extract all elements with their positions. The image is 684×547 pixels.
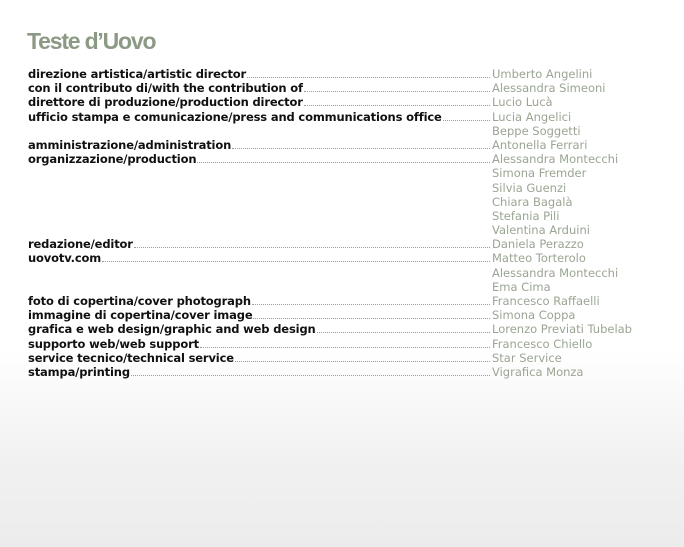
credit-role-label: grafica e web design/graphic and web design bbox=[28, 322, 316, 337]
credit-name: Beppe Soggetti bbox=[492, 123, 581, 138]
dotted-leader bbox=[232, 139, 490, 149]
credit-role-label: organizzazione/production bbox=[28, 152, 197, 167]
credit-role bbox=[28, 337, 490, 351]
credit-role-label: foto di copertina/cover photograph bbox=[28, 294, 251, 308]
credit-role-label: amministrazione/administration bbox=[28, 137, 232, 152]
credit-role-label: service tecnico/technical service bbox=[28, 350, 234, 365]
dotted-leader bbox=[443, 111, 490, 121]
credit-name: Matteo Torterolo bbox=[492, 251, 586, 266]
credit-name: Silvia Guenzi bbox=[492, 180, 567, 195]
credit-role-label: immagine di copertina/cover image bbox=[28, 308, 253, 323]
credits-list bbox=[28, 67, 668, 379]
credit-name: Umberto Angelini bbox=[492, 67, 593, 81]
credit-name: Star Service bbox=[492, 350, 562, 365]
dotted-leader bbox=[197, 153, 490, 163]
credit-name: Francesco Chiello bbox=[492, 336, 593, 351]
credit-row bbox=[28, 138, 668, 152]
credit-role-label: ufficio stampa e comunicazione/press and communications office bbox=[28, 109, 442, 124]
credit-row bbox=[28, 237, 668, 251]
dotted-leader bbox=[235, 352, 490, 362]
dotted-leader bbox=[317, 323, 490, 333]
credit-row bbox=[28, 166, 668, 180]
credit-role bbox=[28, 237, 490, 251]
credit-name: Vigrafica Monza bbox=[492, 364, 584, 379]
credit-name: Daniela Perazzo bbox=[492, 237, 584, 252]
credit-row bbox=[28, 95, 668, 109]
credit-name: Simona Fremder bbox=[492, 166, 587, 181]
credit-role bbox=[28, 95, 490, 109]
credit-row bbox=[28, 209, 668, 223]
credit-role bbox=[28, 152, 490, 166]
credit-role bbox=[28, 365, 490, 379]
credit-name: Lucio Lucà bbox=[492, 95, 553, 110]
credit-role-label: direttore di produzione/production director bbox=[28, 95, 303, 110]
credit-row bbox=[28, 124, 668, 138]
credit-name: Ema Cima bbox=[492, 279, 551, 294]
credit-name: Lucia Angelici bbox=[492, 109, 572, 124]
credit-name: Alessandra Simeoni bbox=[492, 81, 606, 96]
credit-name: Simona Coppa bbox=[492, 308, 576, 323]
credit-role bbox=[28, 138, 490, 152]
credit-row bbox=[28, 280, 668, 294]
credit-name: Antonella Ferrari bbox=[492, 137, 588, 152]
credit-role-label: uovotv.com bbox=[28, 251, 102, 266]
dotted-leader bbox=[253, 309, 490, 319]
credit-role bbox=[28, 251, 490, 265]
credit-role bbox=[28, 110, 490, 124]
credit-role-label: con il contributo di/with the contribution of bbox=[28, 81, 303, 96]
credit-role-label: stampa/printing bbox=[28, 364, 130, 379]
credit-row bbox=[28, 152, 668, 166]
dotted-leader bbox=[304, 96, 490, 106]
credit-row bbox=[28, 294, 668, 308]
dotted-leader bbox=[247, 68, 490, 78]
credit-row bbox=[28, 351, 668, 365]
credit-name: Stefania Pili bbox=[492, 208, 560, 223]
credit-role-label: direzione artistica/artistic director bbox=[28, 67, 247, 81]
credit-role bbox=[28, 67, 490, 81]
credit-name: Valentina Arduini bbox=[492, 223, 590, 238]
credit-row bbox=[28, 67, 668, 81]
credit-role bbox=[28, 322, 490, 336]
credit-row bbox=[28, 266, 668, 280]
credit-row bbox=[28, 223, 668, 237]
credit-row bbox=[28, 322, 668, 336]
credit-row bbox=[28, 337, 668, 351]
credit-name: Alessandra Montecchi bbox=[492, 265, 619, 280]
dotted-leader bbox=[252, 295, 490, 305]
credit-role bbox=[28, 308, 490, 322]
dotted-leader bbox=[304, 82, 490, 92]
credit-name: Lorenzo Previati Tubelab bbox=[492, 322, 632, 337]
credit-row bbox=[28, 365, 668, 379]
dotted-leader bbox=[102, 252, 490, 262]
credit-row bbox=[28, 308, 668, 322]
credit-row bbox=[28, 110, 668, 124]
page-title: Teste d’Uovo bbox=[27, 28, 156, 54]
dotted-leader bbox=[131, 366, 490, 376]
credit-name: Alessandra Montecchi bbox=[492, 152, 619, 167]
credit-row bbox=[28, 251, 668, 265]
credit-role-label: supporto web/web support bbox=[28, 336, 199, 351]
dotted-leader bbox=[134, 238, 490, 248]
credit-role bbox=[28, 81, 490, 95]
credit-role-label: redazione/editor bbox=[28, 237, 133, 252]
credit-name: Francesco Raffaelli bbox=[492, 294, 600, 308]
credit-name: Chiara Bagalà bbox=[492, 194, 573, 209]
credit-row bbox=[28, 181, 668, 195]
dotted-leader bbox=[200, 338, 490, 348]
credit-role bbox=[28, 351, 490, 365]
credit-row bbox=[28, 81, 668, 95]
credit-role bbox=[28, 294, 490, 308]
credit-row bbox=[28, 195, 668, 209]
